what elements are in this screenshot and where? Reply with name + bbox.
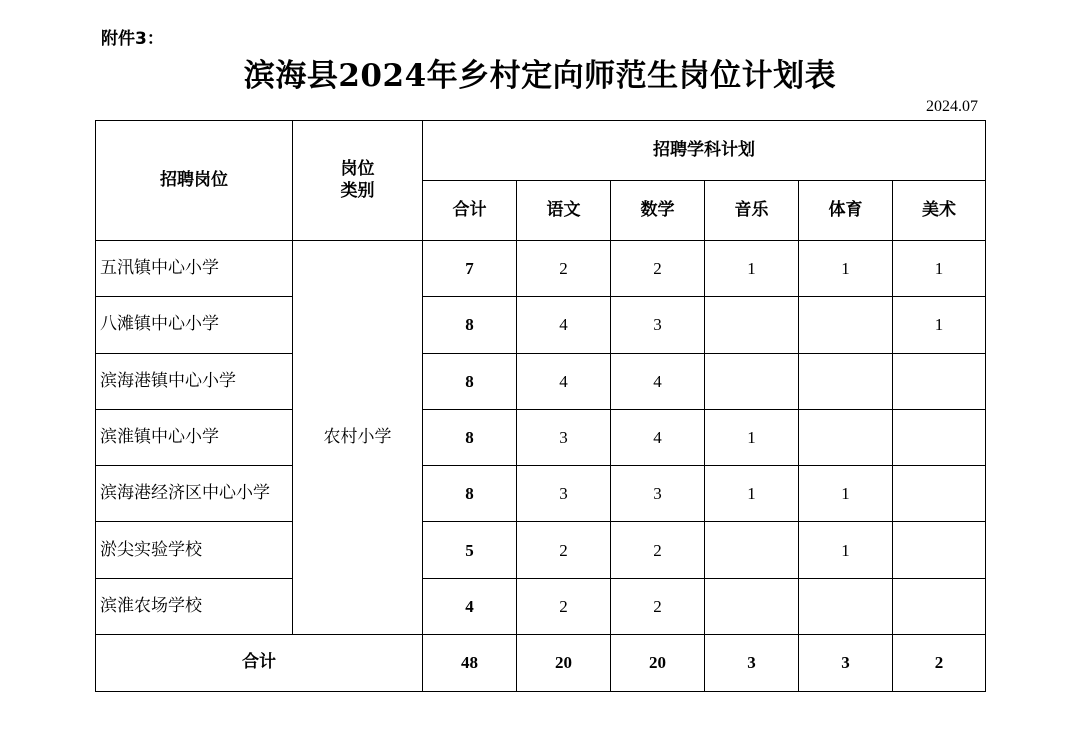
chinese-cell: 3 — [517, 466, 611, 522]
music-cell — [705, 522, 799, 578]
pe-cell — [799, 578, 893, 634]
header-subject-total: 合计 — [423, 181, 517, 241]
chinese-cell: 2 — [517, 241, 611, 297]
total-cell: 8 — [423, 353, 517, 409]
table-row — [96, 578, 986, 634]
math-cell: 3 — [611, 297, 705, 353]
category-cell: 农村小学 — [293, 241, 423, 635]
table-row — [96, 522, 986, 578]
music-cell — [705, 353, 799, 409]
school-name-cell: 滨海港经济区中心小学 — [96, 466, 293, 522]
math-cell: 3 — [611, 466, 705, 522]
pe-cell: 1 — [799, 241, 893, 297]
math-cell: 2 — [611, 241, 705, 297]
school-name-cell: 滨海港镇中心小学 — [96, 353, 293, 409]
school-name-cell: 八滩镇中心小学 — [96, 297, 293, 353]
totals-chinese-cell: 20 — [517, 635, 611, 692]
table-row — [96, 353, 986, 409]
table-row — [96, 409, 986, 465]
header-position: 招聘岗位 — [96, 121, 293, 241]
totals-total-cell: 48 — [423, 635, 517, 692]
header-subject-art: 美术 — [893, 181, 986, 241]
total-cell: 8 — [423, 409, 517, 465]
header-row-1 — [96, 121, 986, 181]
totals-art-cell: 2 — [893, 635, 986, 692]
pe-cell: 1 — [799, 522, 893, 578]
music-cell: 1 — [705, 409, 799, 465]
pe-cell — [799, 353, 893, 409]
chinese-cell: 4 — [517, 353, 611, 409]
header-subject-plan: 招聘学科计划 — [423, 121, 986, 181]
table-row — [96, 297, 986, 353]
math-cell: 2 — [611, 522, 705, 578]
music-cell: 1 — [705, 241, 799, 297]
totals-math-cell: 20 — [611, 635, 705, 692]
header-subject-pe: 体育 — [799, 181, 893, 241]
header-subject-music: 音乐 — [705, 181, 799, 241]
art-cell — [893, 578, 986, 634]
header-category-line-1: 岗位 — [340, 159, 375, 180]
pe-cell: 1 — [799, 466, 893, 522]
totals-music-cell: 3 — [705, 635, 799, 692]
math-cell: 4 — [611, 353, 705, 409]
school-name-cell: 五汛镇中心小学 — [96, 241, 293, 297]
pe-cell — [799, 409, 893, 465]
total-cell: 8 — [423, 297, 517, 353]
totals-pe-cell: 3 — [799, 635, 893, 692]
totals-label: 合计 — [96, 635, 423, 692]
art-cell: 1 — [893, 241, 986, 297]
totals-row — [96, 635, 986, 692]
header-category — [293, 121, 423, 241]
total-cell: 8 — [423, 466, 517, 522]
total-cell: 5 — [423, 522, 517, 578]
recruitment-plan-table — [95, 120, 986, 692]
total-cell: 4 — [423, 578, 517, 634]
header-category-line-2: 类别 — [340, 180, 375, 201]
art-cell: 1 — [893, 297, 986, 353]
music-cell: 1 — [705, 466, 799, 522]
chinese-cell: 4 — [517, 297, 611, 353]
header-subject-math: 数学 — [611, 181, 705, 241]
school-name-cell: 淤尖实验学校 — [96, 522, 293, 578]
chinese-cell: 2 — [517, 522, 611, 578]
table-row — [96, 466, 986, 522]
art-cell — [893, 466, 986, 522]
music-cell — [705, 578, 799, 634]
header-subject-chinese: 语文 — [517, 181, 611, 241]
music-cell — [705, 297, 799, 353]
table-row — [96, 241, 986, 297]
pe-cell — [799, 297, 893, 353]
art-cell — [893, 409, 986, 465]
art-cell — [893, 522, 986, 578]
document-title: 滨海县2024年乡村定向师范生岗位计划表 — [243, 58, 837, 94]
total-cell: 7 — [423, 241, 517, 297]
chinese-cell: 3 — [517, 409, 611, 465]
document-date: 2024.07 — [926, 98, 978, 115]
math-cell: 4 — [611, 409, 705, 465]
school-name-cell: 滨淮镇中心小学 — [96, 409, 293, 465]
school-name-cell: 滨淮农场学校 — [96, 578, 293, 634]
attachment-label: 附件3： — [101, 29, 164, 49]
math-cell: 2 — [611, 578, 705, 634]
chinese-cell: 2 — [517, 578, 611, 634]
art-cell — [893, 353, 986, 409]
